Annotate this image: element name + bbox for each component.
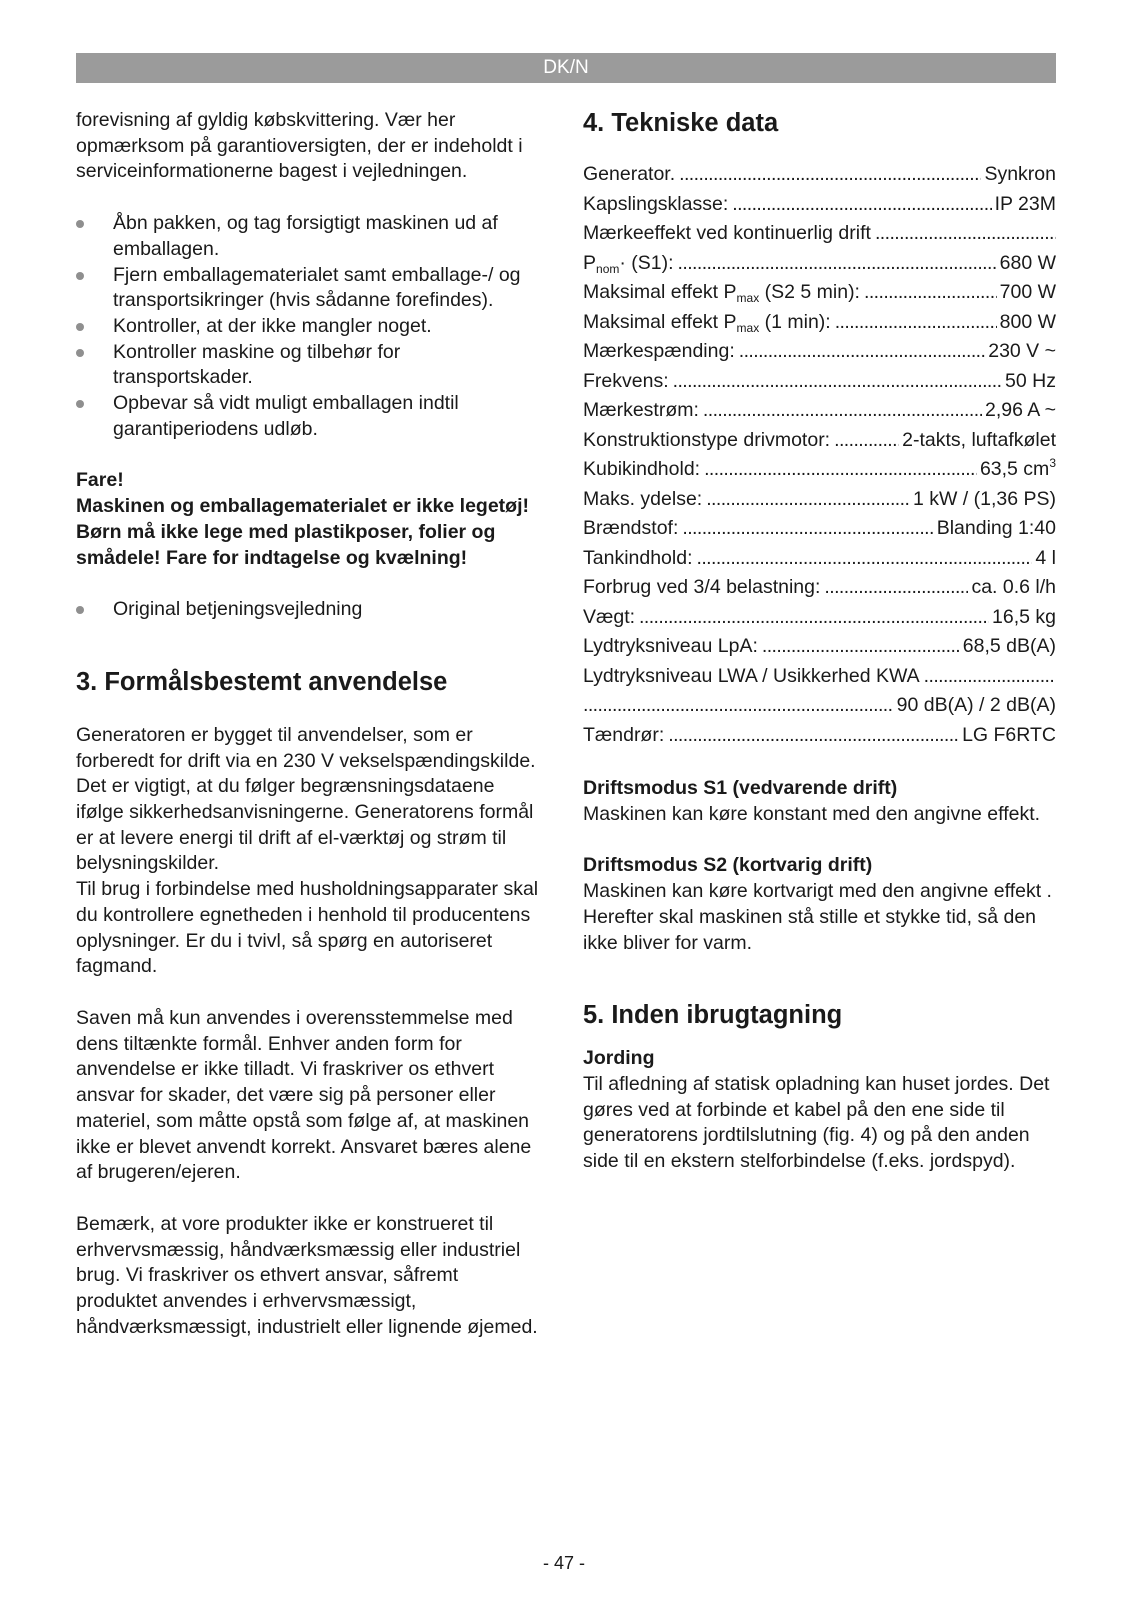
list-item: Kontroller maskine og tilbehør for transportskader. <box>76 340 544 391</box>
spec-label: Tankindhold: <box>583 546 693 569</box>
spec-label: Maksimal effekt $P_{max}$ (S2 5 min): <box>583 281 860 305</box>
spec-label: Lydtryksniveau LWA / Usikkerhed KWA <box>583 664 920 687</box>
list-item: Kontroller, at der ikke mangler noget. <box>76 314 544 340</box>
list-item: Opbevar så vidt muligt emballagen indtil garantiperiodens udløb. <box>76 391 544 442</box>
spec-label: Maksimal effekt $P_{max}$ (1 min): <box>583 310 831 335</box>
spec-value: 2,96 A ~ <box>984 399 1056 421</box>
spec-row <box>583 190 1056 220</box>
spec-row <box>583 249 1056 279</box>
grounding-title: Jording <box>583 1047 655 1070</box>
spec-row <box>583 278 1056 308</box>
unpacking-list <box>76 211 544 442</box>
spec-row <box>583 160 1056 190</box>
spec-value: 1 kW / (1,36 PS) <box>912 487 1056 510</box>
language-code: DK/N <box>543 57 589 78</box>
list-item: Åbn pakken, og tag forsigtigt maskinen ud af emballagen. <box>76 211 544 262</box>
grounding-text: Til afledning af statisk opladning kan huset jordes. Det gøres ved at forbinde et kabel på den ene side til generatorens jordtilslutning (fig. 4) og på den anden side til en ekstern stelforbindelse (f.eks. jordspyd). <box>583 1072 1050 1173</box>
spec-value: IP 23M <box>994 192 1056 215</box>
spec-row <box>583 396 1056 426</box>
spec-label: $P_{nom}\cdot (S1)$: <box>583 251 674 276</box>
spec-value: LG F6RTC <box>962 723 1056 746</box>
spec-row <box>583 308 1056 338</box>
spec-label: Tændrør: <box>583 723 665 746</box>
spec-value: Synkron <box>984 163 1056 185</box>
contents-list <box>76 597 544 623</box>
spec-value: ca. 0.6 l/h <box>971 576 1056 598</box>
spec-value: 2-takts, luftafkølet <box>902 428 1056 451</box>
spec-label: Kubikindhold: <box>583 458 701 480</box>
spec-row <box>583 337 1056 367</box>
spec-value: 68,5 dB(A) <box>962 635 1056 657</box>
mode-s2-title: Driftsmodus S2 (kortvarig drift) <box>583 854 873 877</box>
spec-value: 16,5 kg <box>992 605 1056 628</box>
spec-row <box>583 632 1056 662</box>
list-item: Fjern emballagematerialet samt emballage-/ og transportsikringer (hvis sådanne forefindes). <box>76 263 544 314</box>
spec-label: Brændstof: <box>583 517 679 539</box>
section-3-paragraph: Generatoren er bygget til anvendelser, som er forberedt for drift via en 230 V vekselspændingskilde. Det er vigtigt, at du følger begrænsningsdataene ifølge sikkerhedsanvisningerne. Generatorens formål er at levere energi til drift af el-værktøj og strøm til belysningskilder. <box>76 723 536 875</box>
warning-text: Maskinen og emballagematerialet er ikke legetøj! Børn må ikke lege med plastikposer, folier og smådele! Fare for indtagelse og kvælning! <box>76 495 530 569</box>
spec-row <box>583 573 1056 603</box>
mode-s1-text: Maskinen kan køre konstant med den angivne effekt. <box>583 802 1041 825</box>
spec-table <box>583 160 1056 750</box>
spec-value: 700 W <box>999 281 1056 303</box>
left-column <box>76 108 544 1340</box>
mode-s2-text: Maskinen kan køre kortvarigt med den angivne effekt . Herefter skal maskinen stå stille et stykke tid, så den ikke bliver for varm. <box>583 880 1052 954</box>
spec-row <box>583 603 1056 633</box>
spec-value: 800 W <box>999 310 1056 333</box>
spec-label: Frekvens: <box>583 369 669 392</box>
spec-row <box>583 485 1056 515</box>
spec-label: Mærkespænding: <box>583 340 735 362</box>
page-number: - 47 - <box>542 1553 585 1573</box>
spec-row <box>583 514 1056 544</box>
spec-label: Kapslingsklasse: <box>583 192 729 215</box>
spec-label: Mærkeeffekt ved kontinuerlig drift <box>583 222 871 244</box>
spec-value: 4 l <box>1035 546 1056 569</box>
list-item: Original betjeningsvejledning <box>76 597 544 623</box>
spec-value: 63,5 $cm^3$ <box>979 456 1056 480</box>
spec-label: Mærkestrøm: <box>583 399 699 421</box>
spec-row <box>583 544 1056 574</box>
spec-value: Blanding 1:40 <box>936 517 1056 539</box>
warning-title: Fare! <box>76 469 124 492</box>
spec-row <box>583 219 1056 249</box>
section-3-paragraph: Til brug i forbindelse med husholdningsapparater skal du kontrollere egnetheden i henhold til producentens oplysninger. Er du i tvivl, så spørg en autoriseret fagmand. <box>76 878 539 978</box>
right-column <box>583 108 1056 1175</box>
spec-label: Vægt: <box>583 605 636 628</box>
spec-label: Konstruktionstype drivmotor: <box>583 428 831 451</box>
section-5-title: 5. Inden ibrugtagning <box>583 1001 843 1030</box>
spec-label: Generator. <box>583 163 676 185</box>
intro-paragraph: forevisning af gyldig købskvittering. Vær her opmærksom på garantioversigten, der er indeholdt i serviceinformationerne bagest i vejledningen. <box>76 109 523 183</box>
spec-row <box>583 455 1056 485</box>
spec-row <box>583 426 1056 456</box>
spec-row <box>583 691 1056 721</box>
language-header-bar <box>76 53 1056 83</box>
spec-row <box>583 662 1056 692</box>
section-3-paragraph: Saven må kun anvendes i overensstemmelse med dens tiltænkte formål. Enhver anden form for anvendelse er ikke tilladt. Vi fraskriver os ethvert ansvar for skader, det være sig på personer eller materiel, som måtte opstå som følge af, at maskinen ikke er blevet anvendt korrekt. Ansvaret bæres alene af brugeren/ejeren. <box>76 1006 532 1184</box>
spec-row <box>583 721 1056 751</box>
spec-label: Maks. ydelse: <box>583 487 703 510</box>
spec-label: Forbrug ved 3/4 belastning: <box>583 576 821 598</box>
spec-value: 90 dB(A) / 2 dB(A) <box>896 694 1056 716</box>
mode-s1-title: Driftsmodus S1 (vedvarende drift) <box>583 777 898 799</box>
section-4-title: 4. Tekniske data <box>583 109 779 137</box>
spec-value: 680 W <box>999 251 1056 274</box>
spec-value: 230 V ~ <box>988 340 1056 362</box>
section-3-title: 3. Formålsbestemt anvendelse <box>76 667 448 696</box>
section-3-paragraph: Bemærk, at vore produkter ikke er konstrueret til erhvervsmæssig, håndværksmæssig eller industriel brug. Vi fraskriver os ethvert ansvar, såfremt produktet anvendes i erhvervsmæssigt, håndværksmæssigt, industrielt eller lignende øjemed. <box>76 1212 538 1338</box>
spec-label: Lydtryksniveau LpA: <box>583 635 758 657</box>
spec-value: 50 Hz <box>1005 369 1056 392</box>
spec-row <box>583 367 1056 397</box>
